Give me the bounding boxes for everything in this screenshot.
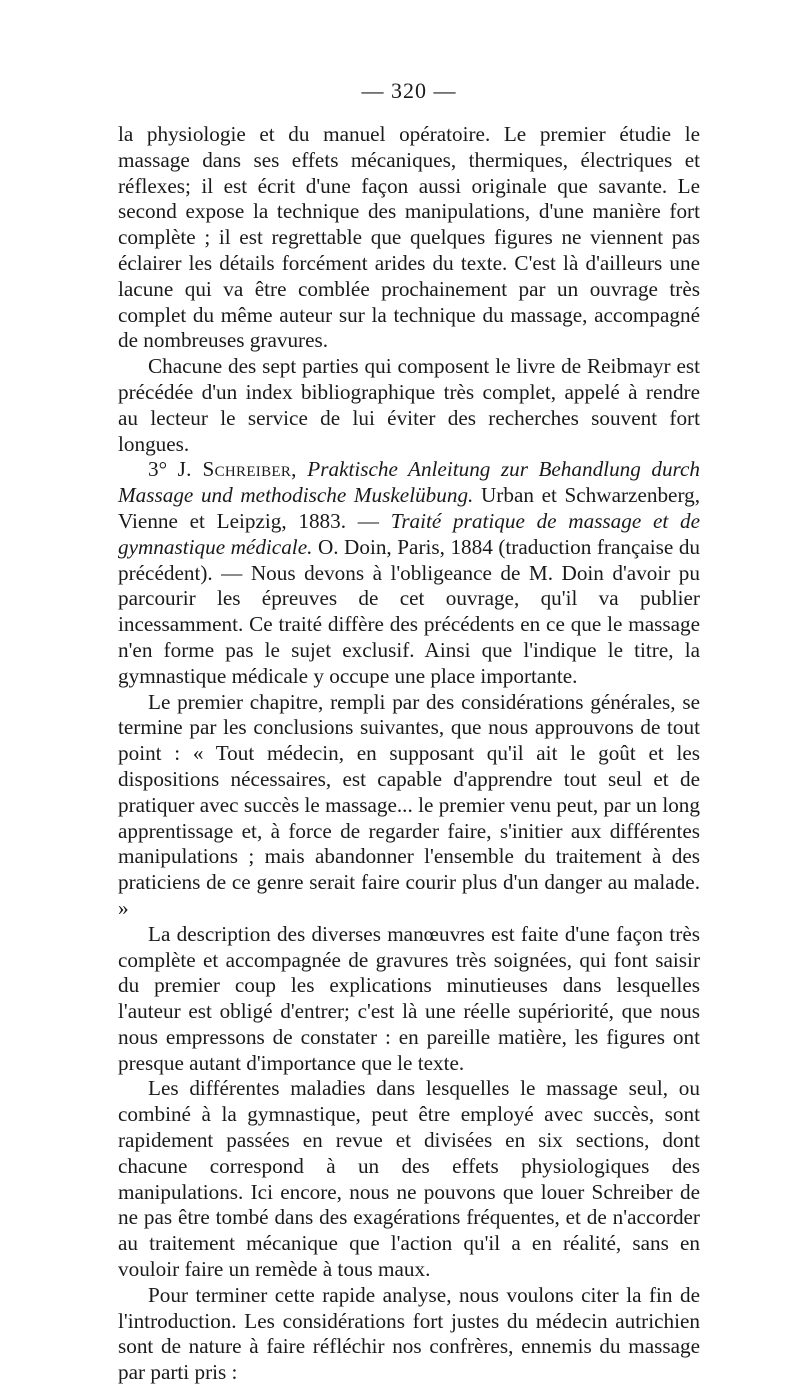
paragraph-first-chapter: Le premier chapitre, rempli par des considérations générales, se termine par les conclusions suivantes, que nous approuvons de tout point : « Tout médecin, en supposant qu'il ait le goût et les dispositions nécessaires, est capable d'apprendre tout seul et de pratiquer avec succès le massage... le premier venu peut, par un long apprentissage et, à force de regarder faire, s'initier aux différentes manipulations ; mais abandonner l'ensemble du traitement à des praticiens de ce genre serait faire courir plus d'un danger au malade. » [118,689,700,920]
reference-description: O. Doin, Paris, 1884 (traduction française du précédent). — Nous devons à l'obligeance de M. Doin d'avoir pu parcourir les épreuves de cet ouvrage, qu'il va publier incessamment. Ce traité diffère des précédents en ce que le massage n'en forme pas le sujet exclusif. Ainsi que l'indique le titre, la gymnastique médicale y occupe une place importante. [118,534,701,688]
paragraph-schreiber-reference [118,457,700,689]
reference-title-french: Traité pratique de massage et de gymnastique médicale. [118,508,701,559]
reference-author: J. Schreiber, [177,457,297,482]
paragraph-conclusion: Pour terminer cette rapide analyse, nous voulons citer la fin de l'introduction. Les considérations fort justes du médecin autrichien sont de nature à faire réfléchir nos confrères, ennemis du massage par parti pris : [118,1282,700,1385]
paragraph-diseases: Les différentes maladies dans lesquelles le massage seul, ou combiné à la gymnastique, peut être employé avec succès, sont rapidement passées en revue et divisées en six sections, dont chacune correspond à un des effets physiologiques des manipulations. Ici encore, nous ne pouvons que louer Schreiber de ne pas être tombé dans des exagérations fréquentes, et de n'accorder au traitement mécanique que l'action qu'il a en réalité, sans en vouloir faire un remède à tous maux. [118,1076,700,1282]
reference-number: 3° [148,457,168,482]
paragraph-maneuvers-description: La description des diverses manœuvres est faite d'une façon très complète et accompagnée de gravures très soignées, qui font saisir du premier coup les explications minutieuses dans lesquelles l'auteur est obligé d'entrer; c'est là une réelle supériorité, que nous nous empressons de constater : en pareille matière, les figures ont presque autant d'importance que le texte. [118,921,700,1075]
paragraph-reibmayr-index: Chacune des sept parties qui composent le livre de Reibmayr est précédée d'un index bibliographique très complet, appelé à rendre au lecteur le service de lui éviter des recherches souvent fort longues. [118,354,700,456]
paragraph-physiology-continuation: la physiologie et du manuel opératoire. Le premier étudie le massage dans ses effets mécaniques, thermiques, électriques et réflexes; il est écrit d'une façon aussi originale que savante. Le second expose la technique des manipulations, d'une manière fort complète ; il est regrettable que quelques figures ne viennent pas éclairer les détails forcément arides du texte. C'est là d'ailleurs une lacune qui va être comblée prochainement par un ouvrage très complet du même auteur sur la technique du massage, accompagné de nombreuses gravures. [118,122,700,353]
body-text [118,122,700,1386]
reference-title-german: Praktische Anleitung zur Behandlung durch Massage und methodische Muskelübung. [118,457,700,508]
reference-publisher-german: Urban et Schwarzenberg, Vienne et Leipzig, 1883. — [118,483,701,533]
page-number: — 320 — [361,78,457,103]
